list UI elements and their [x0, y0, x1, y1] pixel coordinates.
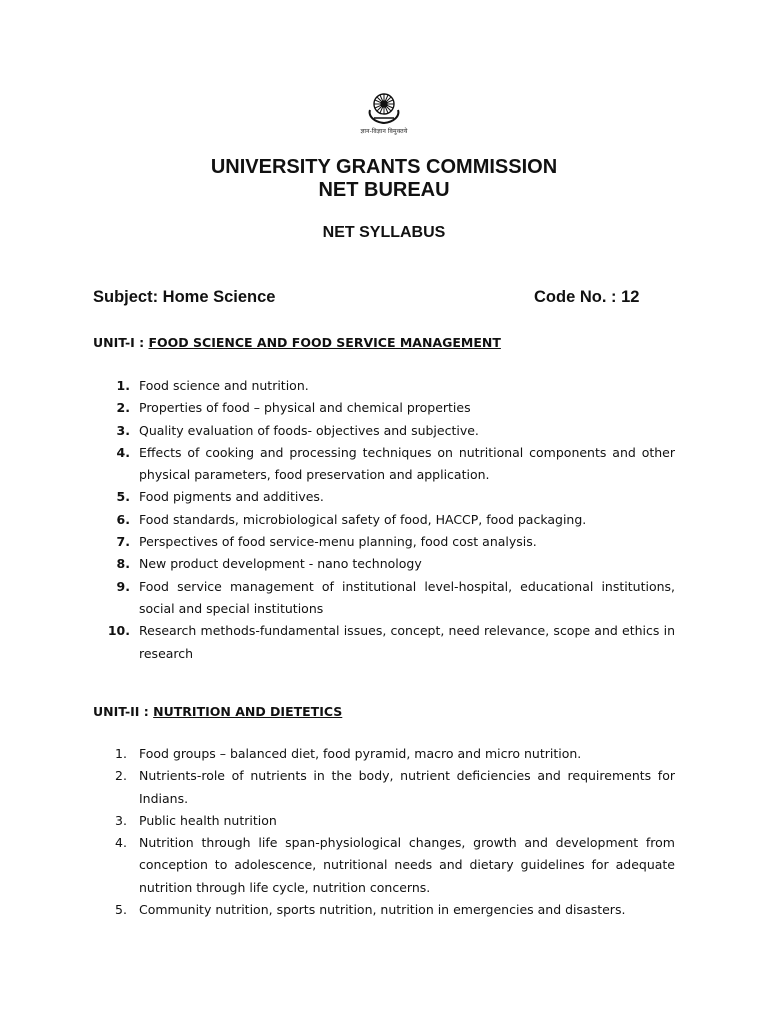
item-number: 7.	[116, 534, 130, 550]
item-text: Public health nutrition	[139, 812, 277, 828]
subject-label: Subject: Home Science	[93, 288, 276, 306]
item-text: Nutrients-role of nutrients in the body, nutrient deficiencies and requirements for Indians.	[139, 768, 675, 806]
list-item	[93, 576, 675, 621]
item-number: 1.	[116, 378, 130, 393]
bureau-name: NET BUREAU	[318, 179, 450, 201]
item-text: Food standards, microbiological safety of food, HACCP, food packaging.	[139, 511, 587, 527]
unit-1-title: FOOD SCIENCE AND FOOD SERVICE MANAGEMENT	[148, 335, 501, 350]
item-text: Food pigments and additives.	[139, 489, 324, 505]
item-text: Food service management of institutional level-hospital, educational institutions, social and special institutions	[139, 578, 675, 616]
unit-1-heading	[93, 334, 501, 352]
list-item	[93, 832, 675, 899]
list-item	[93, 810, 675, 832]
list-item	[93, 899, 675, 921]
unit-2-list	[93, 743, 675, 921]
list-item	[93, 397, 675, 419]
item-text: Effects of cooking and processing techniques on nutritional components and other physical parameters, food preservation and application.	[139, 444, 675, 483]
item-number: 10.	[107, 623, 130, 639]
subject-row	[93, 286, 653, 308]
list-item	[93, 553, 675, 575]
item-text: Properties of food – physical and chemical properties	[139, 400, 471, 416]
emblem-motto: ज्ञान-विज्ञान विमुक्तये	[360, 129, 408, 135]
item-number: 6.	[116, 511, 130, 527]
unit-2-title: NUTRITION AND DIETETICS	[153, 704, 343, 719]
item-number: 1.	[115, 746, 127, 761]
item-number: 2.	[115, 768, 127, 784]
subject-code: Code No. : 12	[534, 288, 640, 306]
list-item	[93, 375, 675, 397]
item-number: 5.	[115, 902, 127, 918]
item-text: Quality evaluation of foods- objectives and subjective.	[139, 422, 479, 438]
item-number: 4.	[115, 835, 127, 851]
unit-1-list	[93, 375, 675, 665]
item-number: 8.	[116, 556, 130, 572]
unit-1-prefix: UNIT-I :	[93, 335, 145, 350]
unit-2-heading	[93, 703, 342, 721]
item-number: 3.	[115, 812, 127, 828]
document-title: NET SYLLABUS	[322, 224, 446, 241]
list-item	[93, 420, 675, 442]
item-text: Research methods-fundamental issues, concept, need relevance, scope and ethics in research	[139, 623, 675, 661]
unit-2-prefix: UNIT-II :	[93, 704, 149, 719]
item-text: Food science and nutrition.	[139, 378, 309, 393]
item-text: New product development - nano technology	[139, 556, 422, 572]
list-item	[93, 620, 675, 665]
item-text: Perspectives of food service-menu planning, food cost analysis.	[139, 534, 537, 550]
item-text: Nutrition through life span-physiological changes, growth and development from conception to adolescence, nutritional needs and dietary guidelines for adequate nutrition through life cycle, nutrition concerns.	[139, 835, 675, 895]
item-number: 5.	[116, 489, 130, 505]
organization-name: UNIVERSITY GRANTS COMMISSION	[210, 156, 558, 178]
item-number: 2.	[116, 400, 130, 416]
item-number: 3.	[116, 422, 130, 438]
list-item	[93, 442, 675, 487]
list-item	[93, 743, 675, 765]
list-item	[93, 509, 675, 531]
item-number: 4.	[116, 444, 130, 460]
list-item	[93, 765, 675, 810]
item-number: 9.	[116, 578, 130, 594]
list-item	[93, 486, 675, 508]
list-item	[93, 531, 675, 553]
item-text: Community nutrition, sports nutrition, nutrition in emergencies and disasters.	[139, 902, 626, 918]
item-text: Food groups – balanced diet, food pyramid, macro and micro nutrition.	[139, 746, 582, 761]
